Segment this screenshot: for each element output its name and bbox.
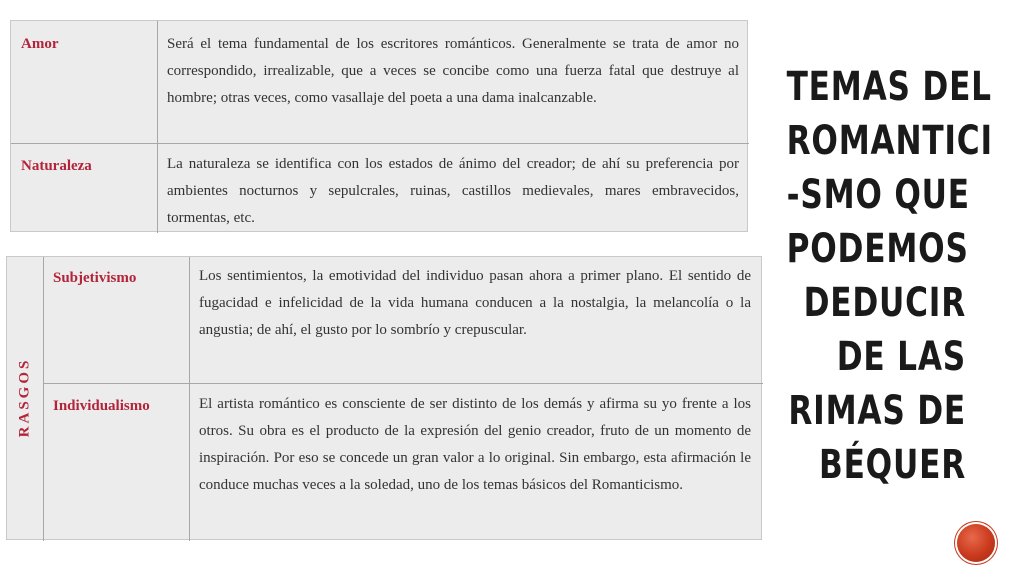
title-line: ROMANTICI	[786, 118, 993, 164]
row-label-individualismo: Individualismo	[53, 398, 150, 414]
title-line: -SMO QUE	[786, 172, 970, 218]
row-label-subjetivismo: Subjetivismo	[53, 270, 137, 286]
row-label-amor: Amor	[21, 36, 59, 52]
title-line: PODEMOS	[786, 226, 969, 272]
row-text-individualismo: El artista romántico es consciente de ser distinto de los demás y afirma su yo frente a los otros. Su obra es el producto de la expresión del genio creador, fruto de un momento de inspiración. Por eso se concede un gran valor a lo original. Sin embargo, esta afirmación le conduce muchas veces a la soledad, uno de los temas básicos del Romanticismo.	[199, 396, 751, 493]
row-text-subjetivismo: Los sentimientos, la emotividad del individuo pasan ahora a primer plano. El sentido de fugacidad e infelicidad de la vida humana conducen a la nostalgia, la melancolía o la angustia; de ahí, el gusto por lo sombrío y crepuscular.	[199, 268, 751, 338]
title-line: DE LAS	[836, 334, 966, 380]
table-divider-vertical	[189, 257, 190, 541]
traits-table	[6, 256, 762, 540]
slide-badge-circle-icon	[957, 524, 995, 562]
table-divider-side	[43, 257, 44, 541]
title-line: RIMAS DE	[788, 388, 966, 434]
table-divider-horizontal	[11, 143, 749, 144]
title-line: TEMAS DEL	[786, 64, 992, 110]
side-label-rasgos: RASGOS	[16, 357, 33, 438]
title-line: DEDUCIR	[803, 280, 966, 326]
row-text-amor: Será el tema fundamental de los escritores románticos. Generalmente se trata de amor no correspondido, irrealizable, que a veces se concibe como una fuerza fatal que destruye al hombre; otras veces, como vasallaje del poeta a una dama inalcanzable.	[167, 36, 739, 106]
themes-table	[10, 20, 748, 232]
row-label-naturaleza: Naturaleza	[21, 158, 92, 174]
row-text-naturaleza: La naturaleza se identifica con los estados de ánimo del creador; de ahí su preferencia por ambientes nocturnos y sepulcrales, ruinas, castillos medievales, mares embravecidos, tormentas, etc.	[167, 156, 739, 226]
table-divider-horizontal	[43, 383, 763, 384]
slide-title	[786, 60, 993, 492]
table-divider-vertical	[157, 21, 158, 233]
title-line: BÉQUER	[819, 442, 966, 488]
